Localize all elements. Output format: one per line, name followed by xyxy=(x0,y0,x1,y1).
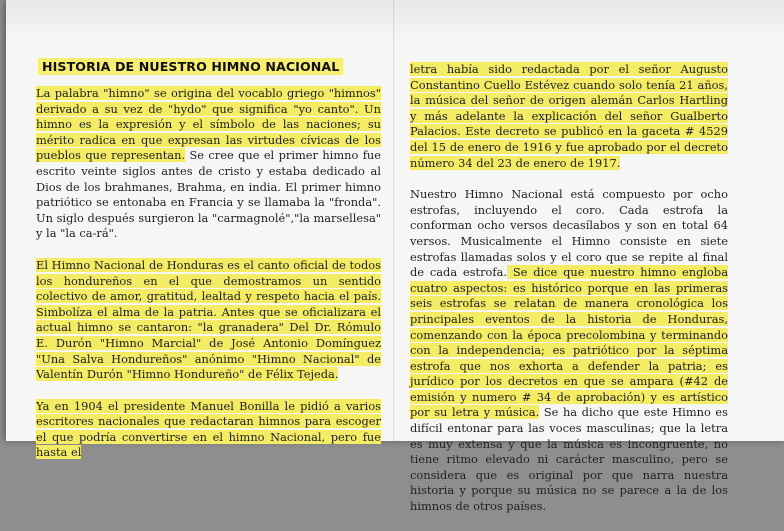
body-text: Nuestro Himno Nacional está compuesto por ocho estrofas, incluyendo el coro. Cada estrofa la conforman ocho versos decasílabos y son en total 64 versos. Musicalmente el Himno consiste en siete estrofas llamadas solos y el coro que se repite al final de cada estrofa. xyxy=(410,187,728,280)
paragraph xyxy=(36,258,381,383)
document-title-text: HISTORIA DE NUESTRO HIMNO NACIONAL xyxy=(38,58,343,75)
paragraph xyxy=(410,187,728,514)
scanned-page xyxy=(6,0,784,514)
body-text: Se ha dicho que este Himno es difícil entonar para las voces masculinas; que la letra es muy extensa y que la música es incongruente, no tiene ritmo elevado ni carácter masculino, pero se considera que es original por que narra nuestra historia y porque su música no se parece a la de los himnos de otros países. xyxy=(410,405,728,514)
highlighted-text: El Himno Nacional de Honduras es el canto oficial de todos los hondureños en el que demostramos un sentido colectivo de amor, gratitud, lealtad y respeto hacia el país. Simbolíza el alma de la patria. xyxy=(36,257,381,319)
right-paragraphs xyxy=(410,62,728,515)
left-column xyxy=(36,58,381,477)
highlighted-text: Se dice que nuestro himno engloba cuatro aspectos: es histórico porque en las primeras seis estrofas se relatan de manera cronológica los principales eventos de la historia de Honduras, comenzando con la época precolombina y terminando con la independencia; es patriótico por la séptima estrofa que nos exhorta a defender la patria; es jurídico por los decretos en que se ampara (#42 de emisión y numero # 34 de aprobación) y es artístico por su letra y música. xyxy=(410,265,728,420)
body-text: Se cree que el primer himno fue escrito veinte siglos antes de cristo y estaba dedicado al Dios de los brahmanes, Brahma, en india. El primer himno patriótico se entonaba en Francia y se llamaba la "fronda". Un siglo después surgieron la "carmagnolé","la marsellesa" y la "la ca-rá". xyxy=(36,148,381,241)
paragraph xyxy=(36,399,381,461)
highlighted-text: Antes que se oficializara el actual himno se cantaron: "la granadera" Del Dr. Rómulo E. Durón "Himno Marcial" de José Antonio Domínguez "Una Salva Hondureños" anónimo "Himno Nacional" de Valentín Durón "Himno Hondureño" de Félix Tejeda. xyxy=(36,304,381,382)
right-column xyxy=(410,62,728,531)
paragraph xyxy=(36,86,381,242)
paragraph xyxy=(410,62,728,171)
highlighted-text: La palabra "himno" se origina del vocablo griego "himnos" derivado a su vez de "hydo" que significa "yo canto". Un himno es la expresión y el símbolo de las naciones; su mérito radica en que expresan las virtudes cívicas de los pueblos que representan. xyxy=(36,86,381,163)
highlighted-text: letra había sido redactada por el señor Augusto Constantino Cuello Estévez cuando solo tenía 21 años, la música del señor de origen alemán Carlos Hartling y más adelante la explicación del señor Gualberto Palacios. Este decreto se publicó en la gaceta # 4529 del 15 de enero de 1916 y fue aprobado por el decreto número 34 del 23 de enero de 1917. xyxy=(410,62,728,170)
document-title xyxy=(38,58,381,76)
highlighted-text: Ya en 1904 el presidente Manuel Bonilla le pidió a varios escritores nacionales que redactaran himnos para escoger el que podría convertirse en el himno Nacional, pero fue hasta el xyxy=(36,398,381,460)
page-top-shadow xyxy=(6,0,784,40)
page-fold xyxy=(393,0,395,441)
left-paragraphs xyxy=(36,86,381,461)
